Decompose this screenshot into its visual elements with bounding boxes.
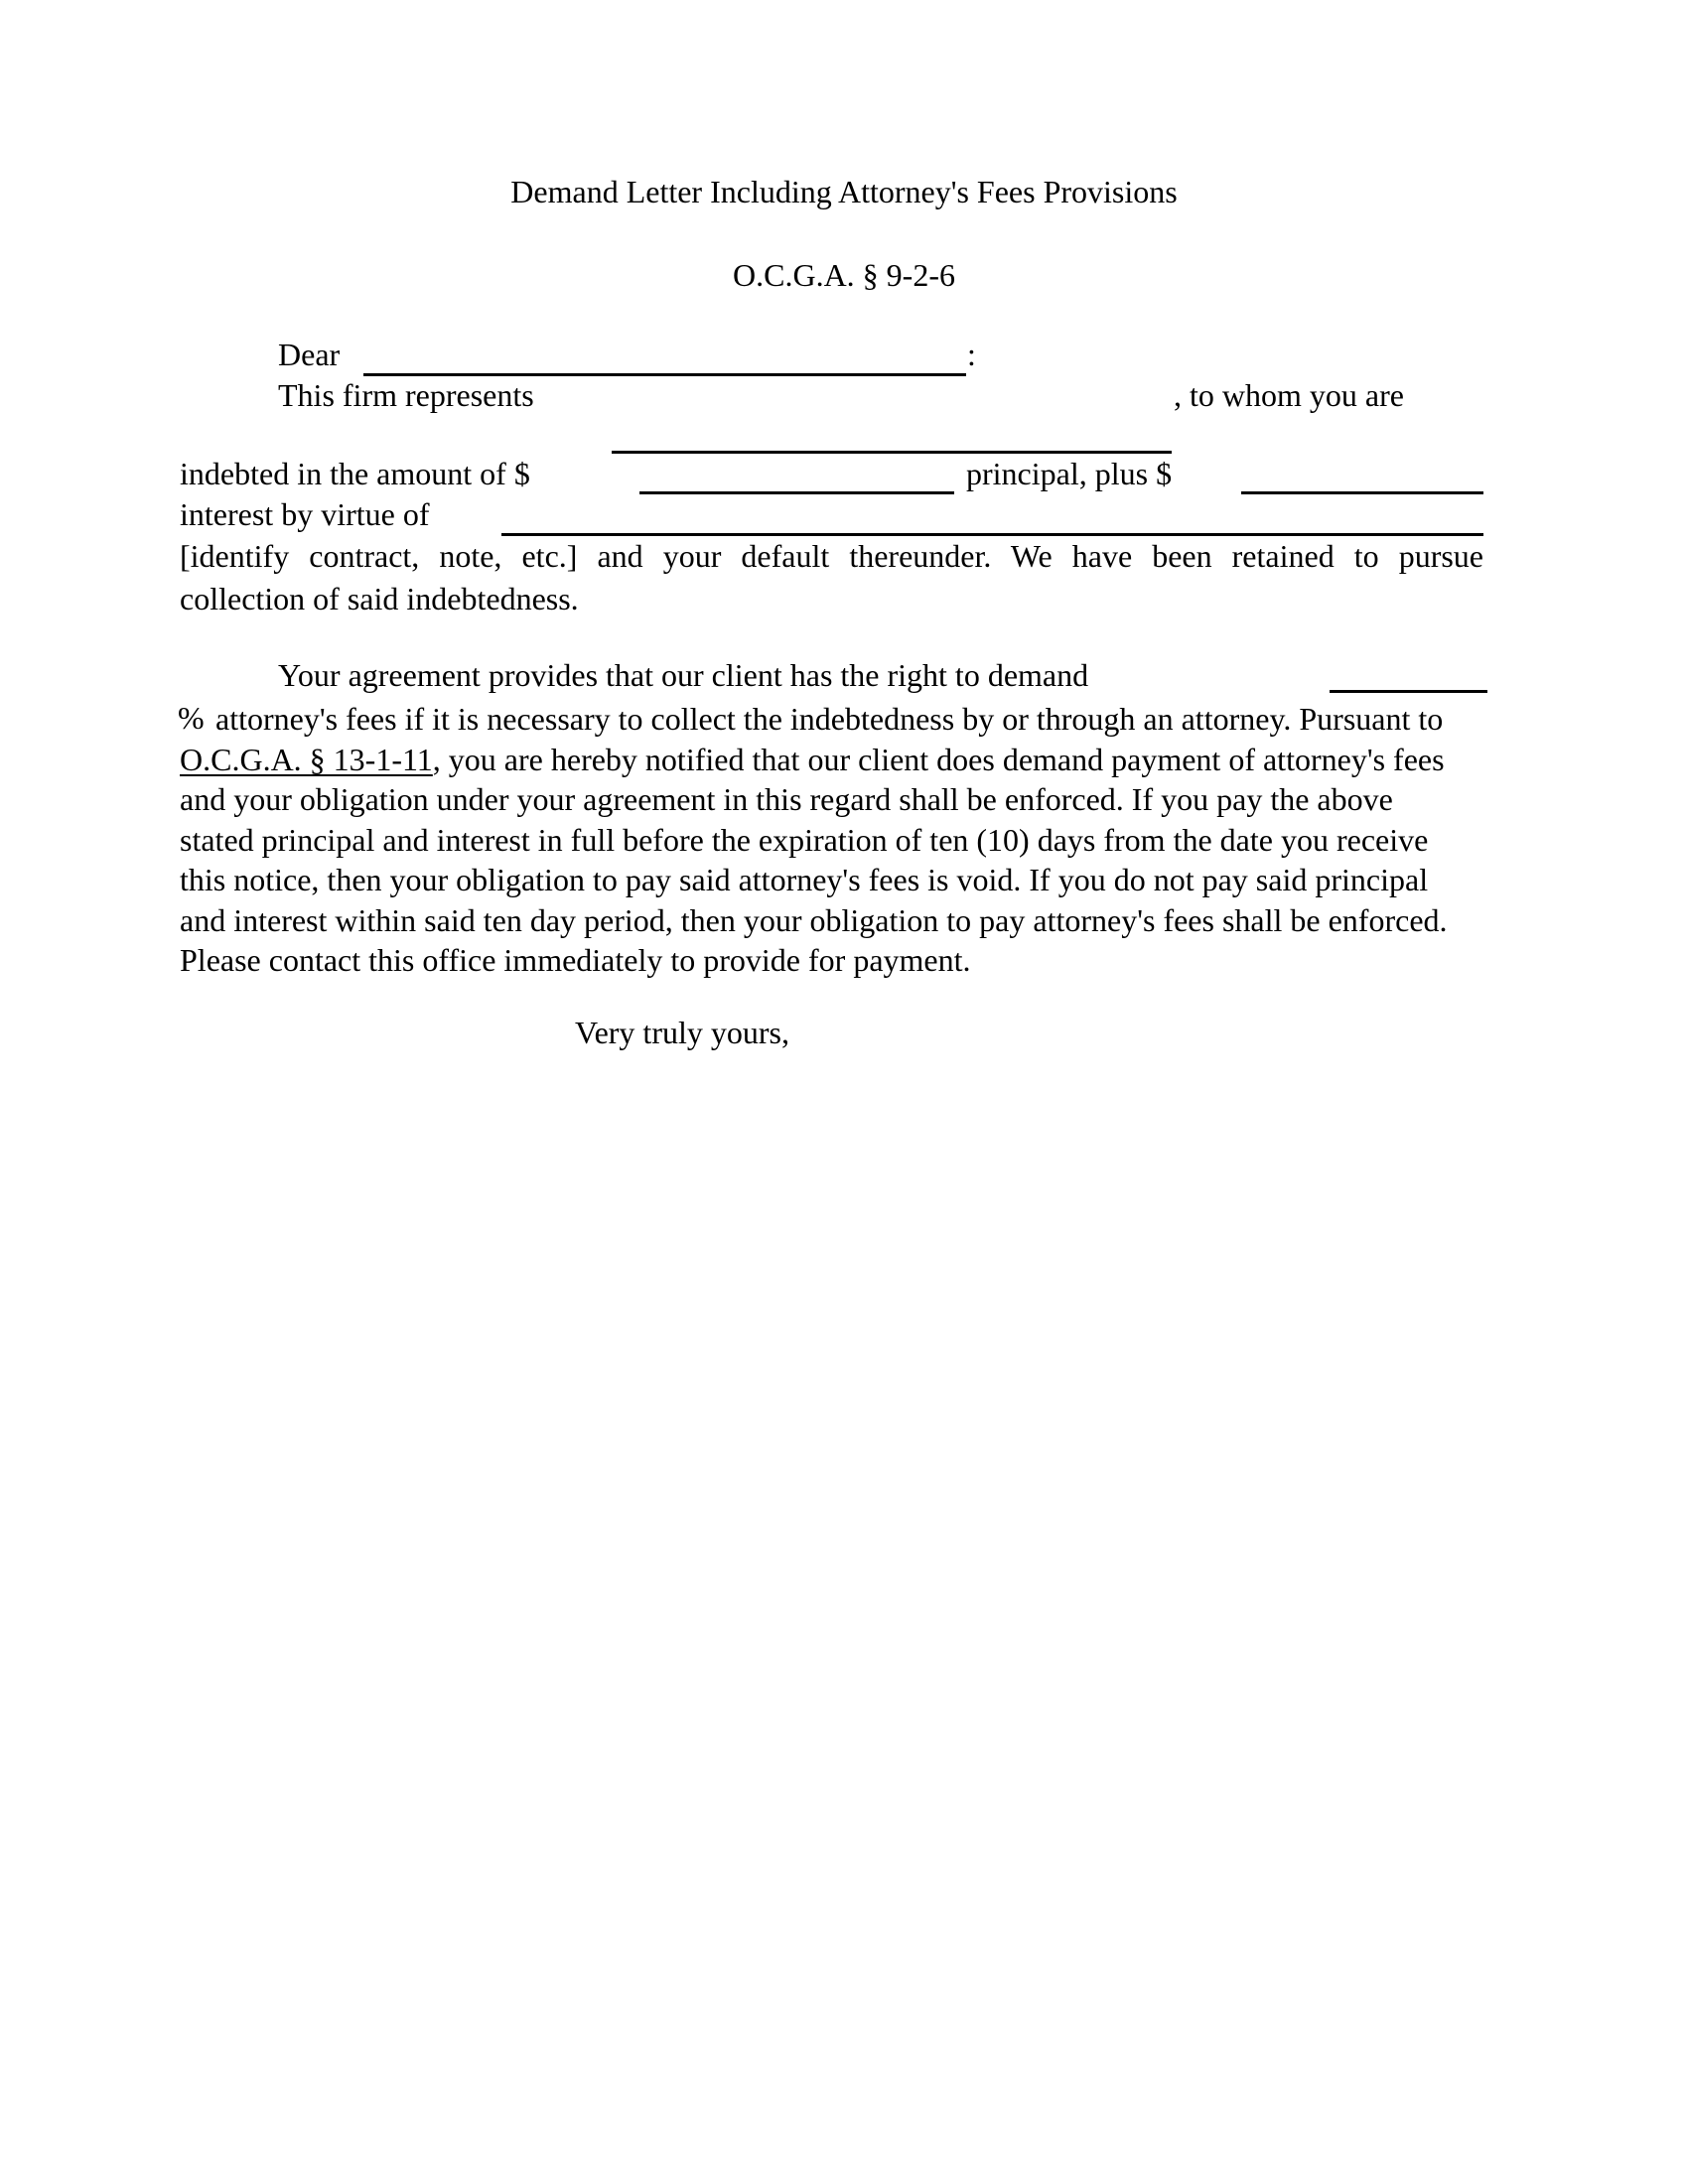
fees-line-7: Please contact this office immediately to provide for payment. — [180, 942, 971, 978]
identify-contract-line: [identify contract, note, etc.] and your default thereunder. We have been retained to pursue — [180, 538, 1483, 574]
fees-line-4: stated principal and interest in full before the expiration of ten (10) days from the date you receive — [180, 821, 1429, 858]
represents-text: This firm represents — [278, 377, 534, 413]
fees-paragraph — [180, 699, 1502, 981]
salutation-colon: : — [967, 337, 976, 372]
interest-by-text: interest by virtue of — [180, 496, 430, 532]
fees-line-1: attorney's fees if it is necessary to collect the indebtedness by or through an attorney. Pursuant to — [215, 701, 1444, 737]
salutation-dear: Dear — [278, 337, 341, 372]
closing-text: Very truly yours, — [575, 1015, 789, 1050]
fees-line-3: and your obligation under your agreement in this regard shall be enforced. If you pay the above — [180, 781, 1393, 817]
fees-line-6: and interest within said ten day period, then your obligation to pay attorney's fees shall be enforced. — [180, 901, 1448, 938]
principal-amount-blank[interactable] — [639, 491, 954, 494]
fee-percent-blank[interactable] — [1330, 690, 1487, 693]
indebted-text: indebted in the amount of $ — [180, 456, 530, 491]
document-title: Demand Letter Including Attorney's Fees Provisions — [510, 174, 1178, 209]
fees-line-2 — [180, 740, 1502, 780]
statute-citation: O.C.G.A. § 9-2-6 — [733, 257, 955, 293]
percent-sign: % — [178, 700, 205, 736]
principal-plus-text: principal, plus $ — [966, 456, 1173, 491]
interest-amount-blank[interactable] — [1241, 491, 1483, 494]
fees-line-2-rest: , you are hereby notified that our client does demand payment of attorney's fees — [432, 741, 1445, 777]
statute-link[interactable]: O.C.G.A. § 13-1-11 — [180, 741, 433, 777]
fees-line-5: this notice, then your obligation to pay said attorney's fees is void. If you do not pay said principal — [180, 862, 1429, 897]
client-name-blank[interactable] — [612, 451, 1172, 454]
agreement-lead-text: Your agreement provides that our client has the right to demand — [278, 657, 1089, 693]
collection-text: collection of said indebtedness. — [180, 581, 579, 616]
to-whom-text: , to whom you are — [1174, 377, 1404, 413]
